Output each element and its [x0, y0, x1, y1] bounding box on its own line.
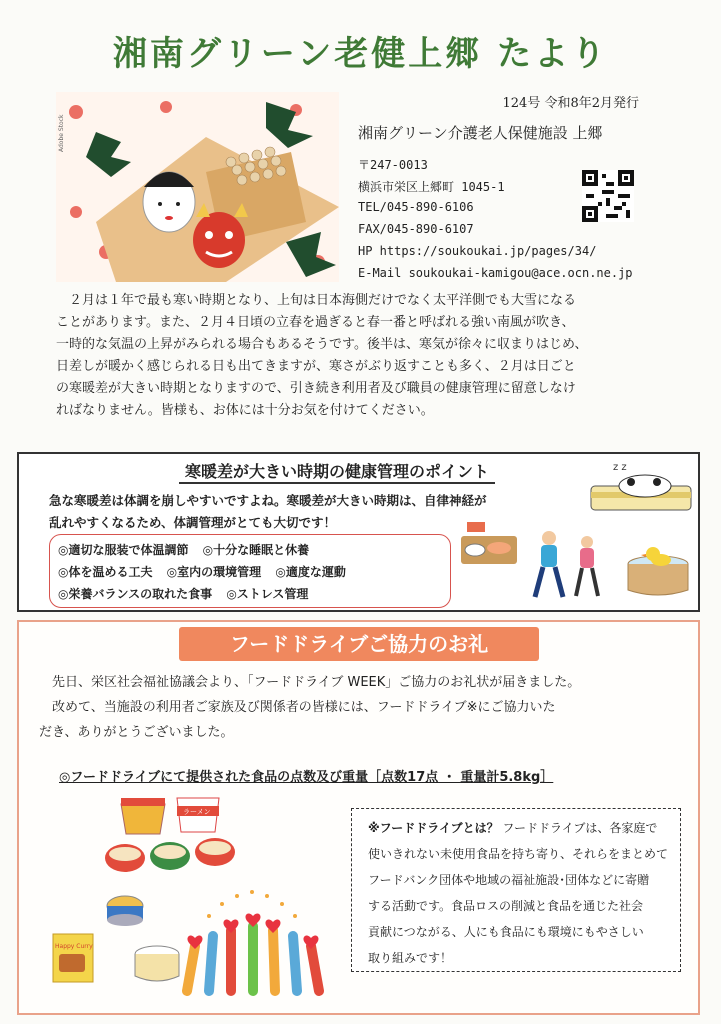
health-line: 乱れやすくなるため、体調管理がとても大切です！ [49, 515, 337, 530]
intro-line: ことがあります。また、２月４日頃の立春を過ぎると春一番と呼ばれる強い南風が吹き、 [56, 315, 575, 330]
health-tips-title: 寒暖差が大きい時期の健康管理のポイント [179, 459, 495, 484]
health-tips-box [17, 452, 700, 612]
fooddrive-line: 改めて、当施設の利用者ご家族及び関係者の皆様には、フードドライブ※にご協力いた [39, 700, 556, 715]
intro-paragraph [56, 290, 668, 422]
food-label: Happy Curry [55, 943, 93, 950]
intro-line: 日差しが暖かく感じられる日も出てきますが、寒さがぶり返すことも多く、２月は日ごと [56, 359, 576, 374]
issue-info: 124号 令和8年2月発行 [502, 96, 639, 111]
fooddrive-about-box [351, 808, 681, 972]
fooddrive-banner: フードドライブご協力のお礼 [179, 627, 539, 661]
fooddrive-line: 先日、栄区社会福祉協議会より、「フードドライブ WEEK」ご協力のお礼状が届きました。 [39, 675, 581, 690]
fooddrive-summary: ◎フードドライブにて提供された食品の点数及び重量［点数17点 ・ 重量計5.8kg］ [59, 770, 554, 785]
bath-illustration [623, 540, 693, 600]
tel: TEL/045-890-6106 [358, 200, 474, 214]
about-line: 取り組みです！ [368, 951, 453, 965]
meal-illustration [459, 518, 519, 568]
health-point: ◎栄養バランスの取れた食事 [58, 587, 213, 601]
postal-code: 〒247-0013 [358, 158, 428, 172]
about-heading: ※フードドライブとは？ [368, 821, 499, 835]
homepage-link[interactable]: HP https://soukoukai.jp/pages/34/ [358, 244, 597, 258]
qr-code[interactable] [582, 170, 634, 222]
curry-box-icon [53, 934, 93, 982]
fooddrive-text [39, 670, 689, 745]
intro-line: ればなりません。皆様も、お体には十分お気を付けてください。 [56, 403, 434, 418]
about-line: フードドライブは、各家庭で [498, 821, 658, 835]
about-line: 使いきれない未使用食品を持ち寄り、それらをまとめて [368, 847, 669, 861]
health-point: ◎室内の環境管理 [166, 565, 262, 579]
runners-illustration [529, 528, 609, 608]
cup-noodle-icon [121, 798, 165, 834]
health-point: ◎適切な服装で体温調節 [58, 543, 189, 557]
address: 横浜市栄区上郷町 1045-1 [358, 180, 505, 194]
fax: FAX/045-890-6107 [358, 222, 474, 236]
setsubun-photo [56, 92, 339, 282]
health-line: 急な寒暖差は体調を崩しやすいですよね。寒暖差が大きい時期は、自律神経が [49, 493, 487, 508]
health-point: ◎十分な睡眠と休養 [202, 543, 310, 557]
health-point: ◎ストレス管理 [226, 587, 309, 601]
facility-name: 湘南グリーン介護老人保健施設 上郷 [358, 124, 603, 142]
newsletter-title: 湘南グリーン老健上郷 たより [112, 34, 609, 74]
intro-line: ２月は１年で最も寒い時期となり、上旬は日本海側だけでなく太平洋側でも大雪になる [56, 293, 577, 308]
health-point: ◎体を温める工夫 [58, 565, 153, 579]
health-points [49, 534, 451, 608]
intro-line: 一時的な気温の上昇がみられる場合もあるそうです。後半は、寒気が徐々に収まりはじめ、 [56, 337, 588, 352]
svg-text:z z: z z [613, 462, 627, 473]
about-line: フードバンク団体や地域の福祉施設･団体などに寄贈 [368, 873, 650, 887]
health-point: ◎適度な運動 [275, 565, 346, 579]
fooddrive-box [17, 620, 700, 1015]
intro-line: の寒暖差が大きい時期となりますので、引き続き利用者及び職員の健康管理に留意しなけ [56, 381, 576, 396]
fooddrive-line: だき、ありがとうございました。 [39, 725, 234, 740]
email-link[interactable]: E-Mail soukoukai-kamigou@ace.ocn.ne.jp [358, 266, 633, 280]
photo-credit: Adobe Stock [58, 114, 65, 152]
hands-hearts-illustration [167, 886, 337, 996]
sleeping-illustration [585, 458, 697, 520]
food-label: ラーメン [183, 808, 211, 816]
about-line: 貢献につながる、人にも食品にも環境にもやさしい [368, 925, 644, 939]
about-line: する活動です。食品ロスの削減と食品を通じた社会 [368, 899, 644, 913]
